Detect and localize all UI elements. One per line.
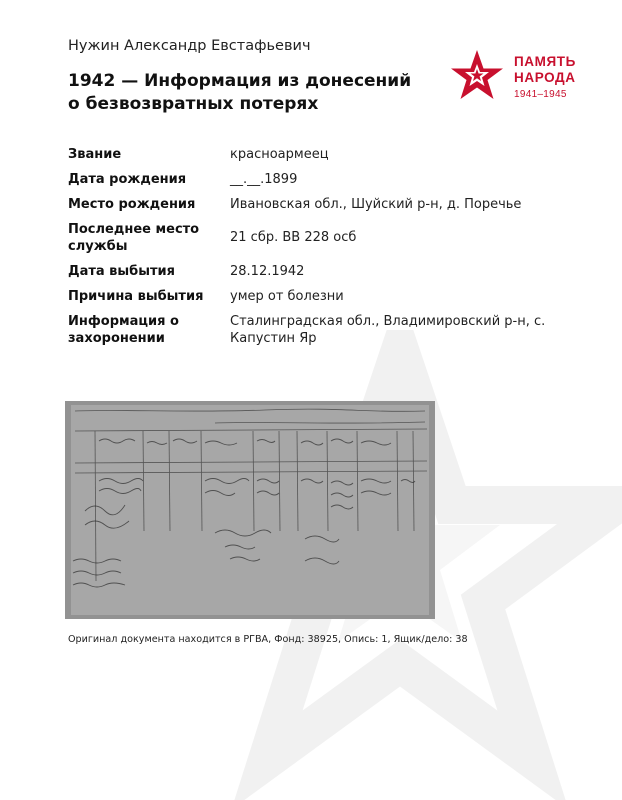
field-value: 28.12.1942 xyxy=(230,264,305,279)
field-value: Сталинградская обл., Владимировский р-н, с. Капустин Яр xyxy=(230,314,546,346)
pamyat-naroda-logo[interactable] xyxy=(448,48,608,108)
field-burial-info xyxy=(68,313,568,347)
field-label: Информация о захоронении xyxy=(68,314,179,346)
document-title: 1942 — Информация из донесений о безвозвратных потерях xyxy=(68,71,412,114)
field-label: Звание xyxy=(68,147,122,162)
logo-years: 1941–1945 xyxy=(514,89,567,100)
field-birth-date xyxy=(68,171,568,188)
source-note: Оригинал документа находится в РГВА, Фонд: 38925, Опись: 1, Ящик/дело: 38 xyxy=(68,634,468,645)
field-departure-date xyxy=(68,263,568,280)
logo-line1: ПАМЯТЬ xyxy=(514,54,576,69)
field-last-service xyxy=(68,221,568,255)
field-value: умер от болезни xyxy=(230,289,344,304)
field-label: Дата выбытия xyxy=(68,264,175,279)
field-rank xyxy=(68,146,568,163)
field-label: Причина выбытия xyxy=(68,289,204,304)
field-label: Место рождения xyxy=(68,197,196,212)
field-value: Ивановская обл., Шуйский р-н, д. Поречье xyxy=(230,197,522,212)
field-label: Последнее место службы xyxy=(68,222,200,254)
field-value: __.__.1899 xyxy=(230,172,298,187)
person-name: Нужин Александр Евстафьевич xyxy=(68,38,311,54)
info-table xyxy=(68,146,568,355)
logo-star-icon xyxy=(448,48,506,104)
document-scan-image[interactable] xyxy=(65,401,435,619)
field-value: красноармеец xyxy=(230,147,329,162)
logo-line2: НАРОДА xyxy=(514,70,576,85)
field-value: 21 сбр. ВВ 228 осб xyxy=(230,230,357,245)
field-label: Дата рождения xyxy=(68,172,187,187)
field-birth-place xyxy=(68,196,568,213)
field-departure-reason xyxy=(68,288,568,305)
scan-graphic xyxy=(65,401,435,619)
